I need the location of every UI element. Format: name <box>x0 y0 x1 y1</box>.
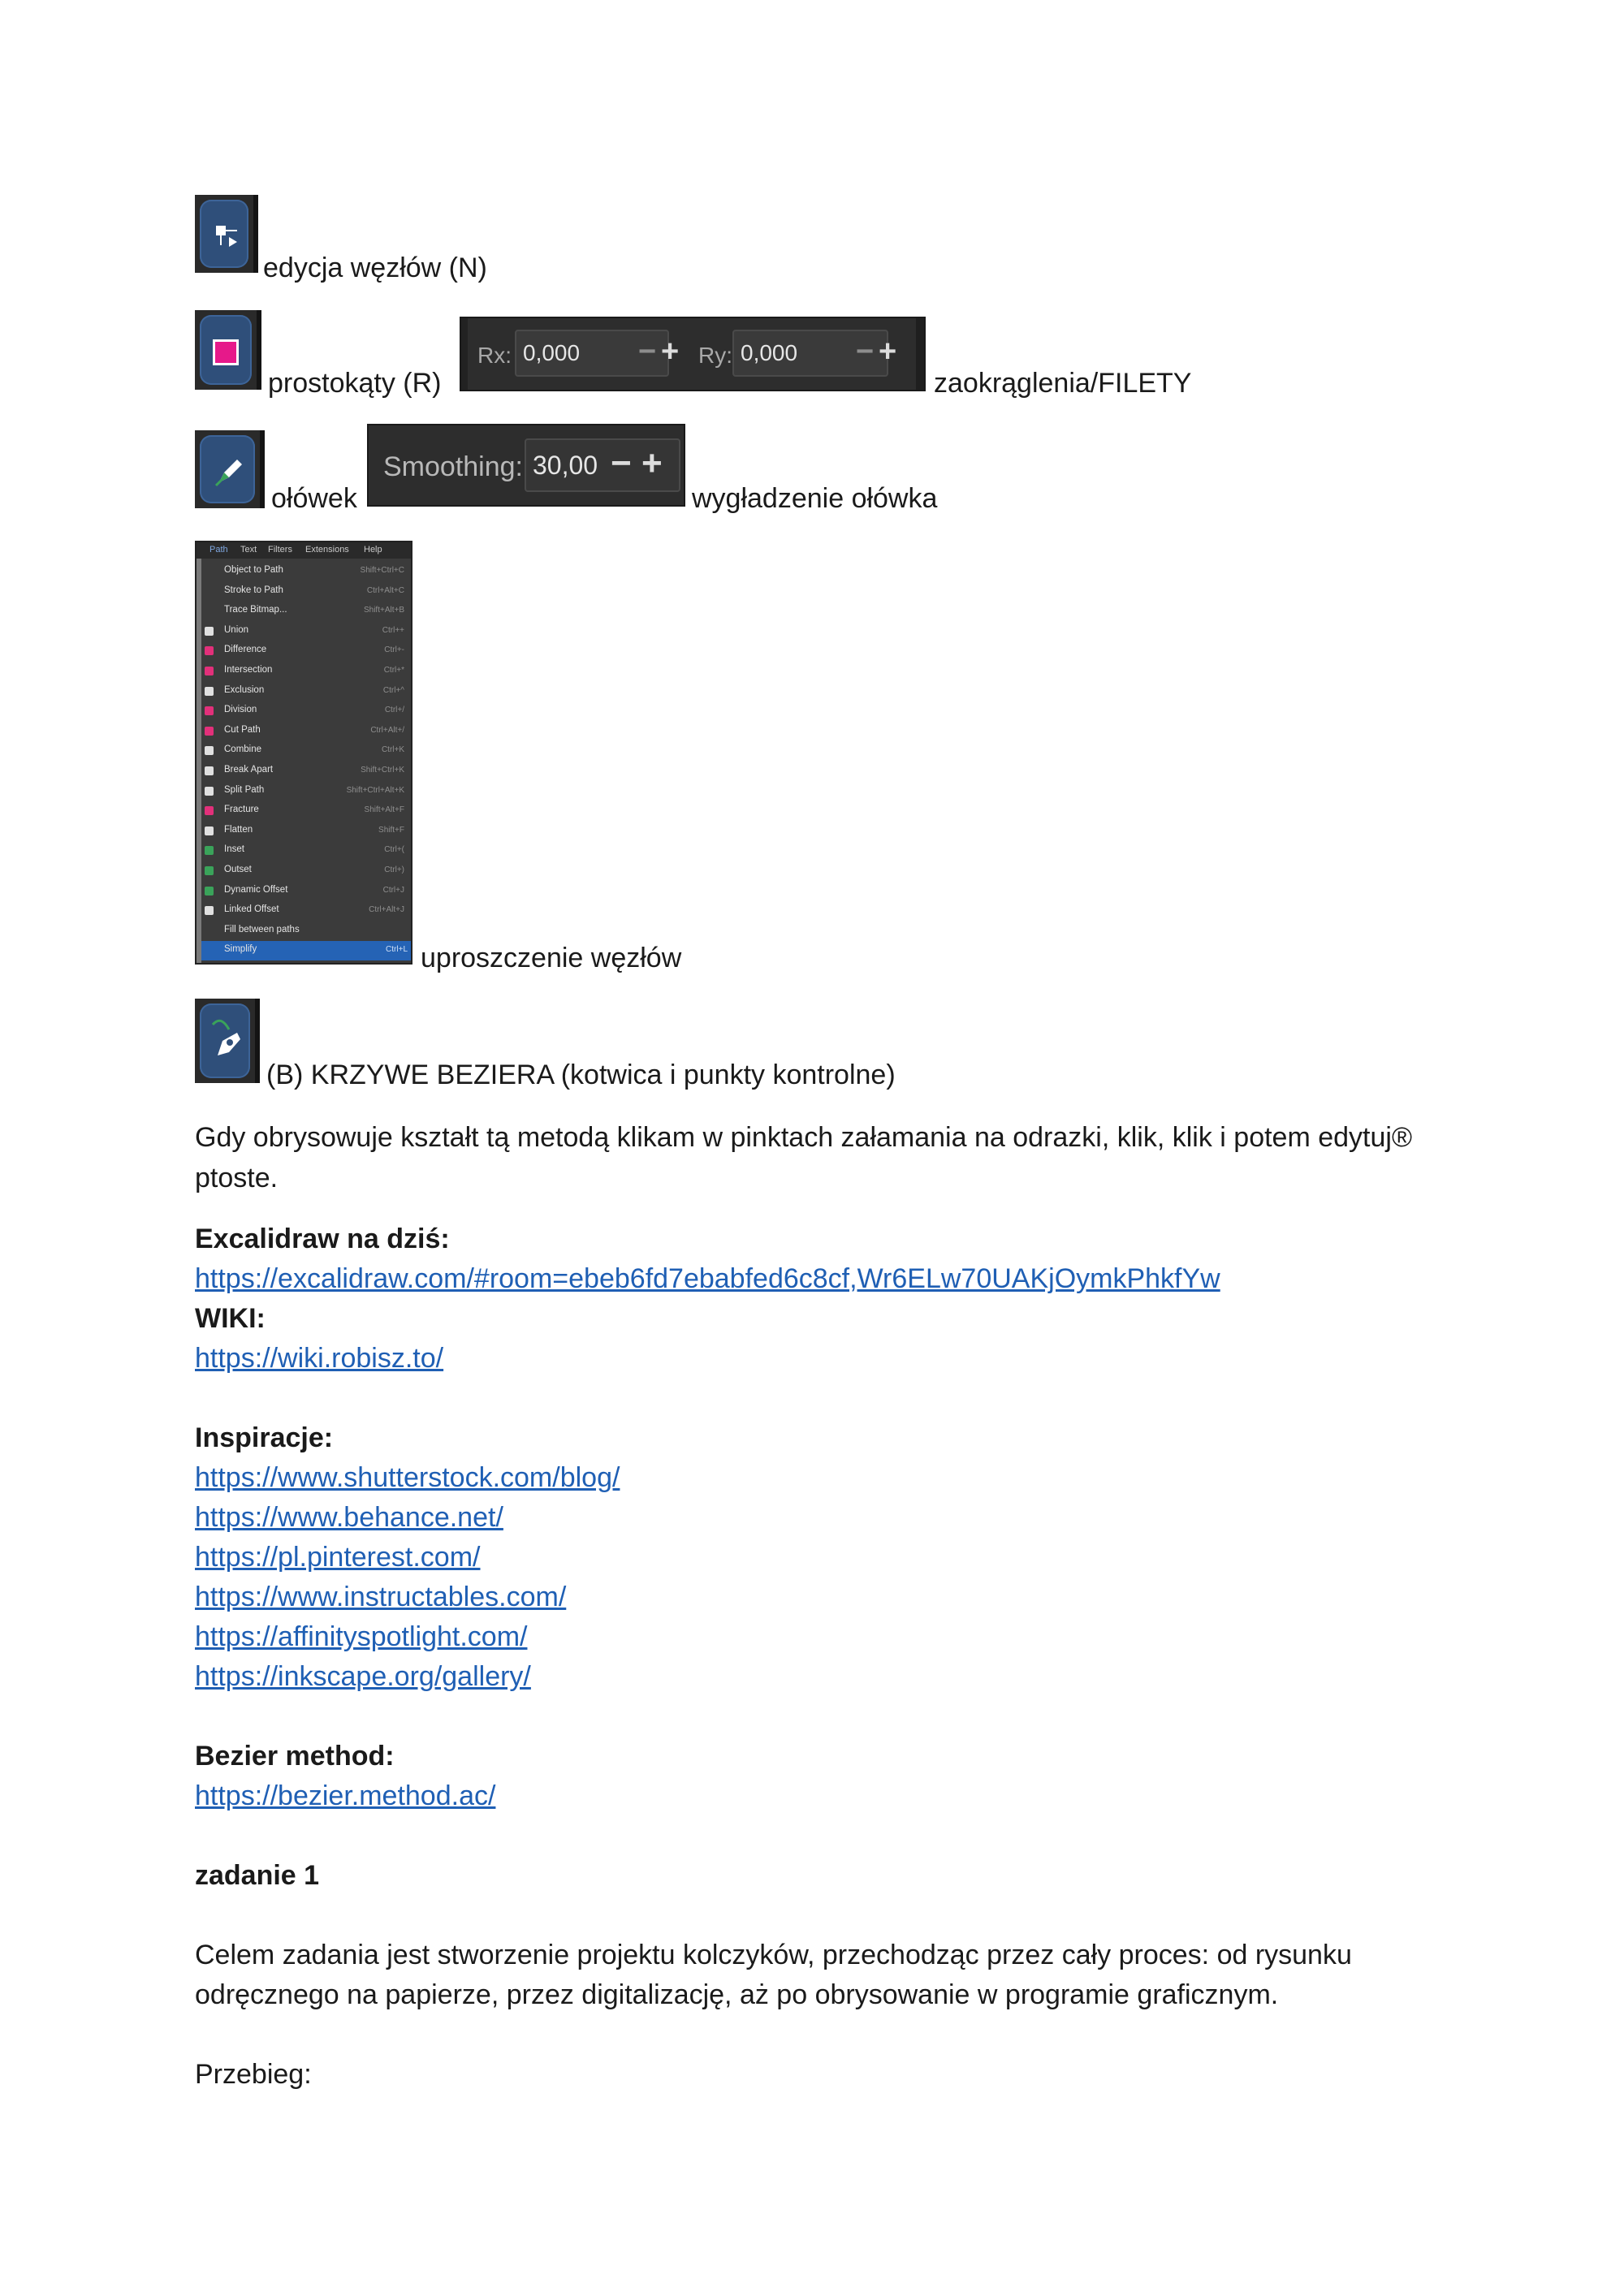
menu-item-label: Break Apart <box>224 765 274 775</box>
menu-item-stroke-to-path[interactable] <box>201 582 408 602</box>
menu-item-fill-between-paths[interactable] <box>201 921 408 941</box>
menu-item-label: Flatten <box>224 824 253 835</box>
split-path-icon <box>205 787 214 796</box>
menu-item-inset[interactable] <box>201 841 408 861</box>
menu-item-shortcut: Shift+Alt+F <box>364 805 404 815</box>
menu-item-shortcut: Shift+Alt+B <box>363 606 404 615</box>
bezier-tool-button[interactable] <box>195 999 260 1083</box>
inspiration-link-shutterstock[interactable]: https://www.shutterstock.com/blog/ <box>195 1462 620 1493</box>
menu-item-intersection[interactable] <box>201 662 408 681</box>
excalidraw-heading: Excalidraw na dziś: <box>195 1224 450 1254</box>
menu-item-simplify[interactable] <box>201 941 411 960</box>
task-progress-label: Przebieg: <box>195 2059 312 2090</box>
pencil-smoothing-toolbar <box>367 424 685 507</box>
inspiration-link-inkscape[interactable]: https://inkscape.org/gallery/ <box>195 1661 531 1692</box>
menu-text[interactable]: Text <box>240 545 257 555</box>
rx-label: Rx: <box>477 343 512 368</box>
menu-item-label: Object to Path <box>224 565 283 575</box>
menu-item-label: Simplify <box>224 944 257 955</box>
menu-bar <box>197 542 411 559</box>
menu-item-shortcut: Ctrl+J <box>382 885 404 895</box>
cut-path-icon <box>205 727 214 736</box>
bezier-method-link[interactable]: https://bezier.method.ac/ <box>195 1780 496 1811</box>
menu-item-shortcut: Ctrl+Alt+C <box>366 585 404 595</box>
menu-item-label: Intersection <box>224 665 273 675</box>
menu-item-shortcut: Shift+F <box>378 825 404 835</box>
menu-item-label: Linked Offset <box>224 904 279 915</box>
node-tool-button[interactable] <box>195 195 258 273</box>
difference-icon <box>205 646 214 655</box>
menu-item-label: Trace Bitmap... <box>224 605 287 615</box>
pencil-icon <box>205 440 255 498</box>
rectangle-tool-button[interactable] <box>195 310 261 390</box>
smoothing-value: 30,00 <box>533 451 598 480</box>
dynamic-offset-icon <box>205 887 214 896</box>
menu-item-union[interactable] <box>201 622 408 641</box>
menu-item-shortcut: Ctrl+- <box>384 645 404 655</box>
menu-item-linked-offset[interactable] <box>201 901 408 921</box>
menu-item-shortcut: Ctrl+L <box>386 945 408 955</box>
union-icon <box>205 627 214 636</box>
menu-item-shortcut: Ctrl+* <box>383 666 404 675</box>
outset-icon <box>205 866 214 875</box>
menu-item-label: Split Path <box>224 784 265 795</box>
ry-decrement-button[interactable]: − <box>856 334 875 369</box>
description-paragraph: Gdy obrysowuje kształt tą metodą klikam w pinktach załamania na odrazki, klik, klik i potem edytuj® ptoste. <box>195 1122 1413 1193</box>
menu-help[interactable]: Help <box>364 545 382 555</box>
inspiration-link-pinterest[interactable]: https://pl.pinterest.com/ <box>195 1542 481 1573</box>
menu-item-label: Division <box>224 705 257 715</box>
pencil-smoothing-label: wygładzenie ołówka <box>692 483 938 514</box>
menu-item-label: Cut Path <box>224 724 261 735</box>
pencil-tool-button[interactable] <box>195 430 265 508</box>
menu-item-shortcut: Shift+Ctrl+K <box>361 766 404 775</box>
menu-item-division[interactable] <box>201 701 408 721</box>
menu-item-label: Union <box>224 624 249 635</box>
break-apart-icon <box>205 766 214 775</box>
intersection-icon <box>205 667 214 675</box>
task-description: Celem zadania jest stworzenie projektu kolczyków, przechodząc przez cały proces: od rysunku odręcznego na papierze, przez digitalizację, aż po obrysowanie w programie graficznym. <box>195 1940 1352 2010</box>
menu-item-outset[interactable] <box>201 861 408 881</box>
exclusion-icon <box>205 687 214 696</box>
path-menu <box>195 541 412 965</box>
menu-item-label: Inset <box>224 844 244 855</box>
inspiracje-heading: Inspiracje: <box>195 1422 334 1453</box>
excalidraw-link[interactable]: https://excalidraw.com/#room=ebeb6fd7ebabfed6c8cf,Wr6ELw70UAKjOymkPhkfYw <box>195 1263 1220 1294</box>
menu-item-fracture[interactable] <box>201 801 408 821</box>
rx-increment-button[interactable]: + <box>661 334 680 369</box>
node-tool-label: edycja węzłów (N) <box>263 252 487 283</box>
ry-value: 0,000 <box>741 340 798 365</box>
menu-item-shortcut: Shift+Ctrl+C <box>360 566 404 575</box>
menu-item-combine[interactable] <box>201 741 408 761</box>
menu-item-label: Dynamic Offset <box>224 884 288 895</box>
task-heading: zadanie 1 <box>195 1860 320 1891</box>
bezier-method-heading: Bezier method: <box>195 1741 395 1772</box>
rectangle-icon <box>213 339 239 365</box>
rx-decrement-button[interactable]: − <box>638 334 657 369</box>
pencil-tool-label: ołówek <box>271 483 357 514</box>
menu-item-dynamic-offset[interactable] <box>201 882 408 901</box>
menu-extensions[interactable]: Extensions <box>305 545 349 555</box>
smoothing-label: Smoothing: <box>383 451 523 482</box>
inspiration-link-affinity[interactable]: https://affinityspotlight.com/ <box>195 1621 528 1652</box>
combine-icon <box>205 746 214 755</box>
menu-item-difference[interactable] <box>201 641 408 661</box>
links-section <box>195 1219 1494 2095</box>
menu-item-shortcut: Ctrl+^ <box>382 685 404 695</box>
smoothing-decrement-button[interactable]: − <box>611 443 632 483</box>
menu-item-flatten[interactable] <box>201 822 408 841</box>
fracture-icon <box>205 806 214 815</box>
menu-item-label: Stroke to Path <box>224 585 283 595</box>
menu-item-split-path[interactable] <box>201 782 408 801</box>
node-editor-icon <box>205 205 248 263</box>
menu-item-shortcut: Ctrl+Alt+J <box>369 905 404 915</box>
wiki-link[interactable]: https://wiki.robisz.to/ <box>195 1343 444 1374</box>
division-icon <box>205 706 214 715</box>
menu-item-break-apart[interactable] <box>201 762 408 781</box>
menu-item-shortcut: Ctrl+Alt+/ <box>370 725 404 735</box>
rect-corner-toolbar <box>460 317 926 391</box>
menu-item-label: Fracture <box>224 805 259 815</box>
smoothing-increment-button[interactable]: + <box>641 443 663 483</box>
menu-item-trace-bitmap[interactable] <box>201 602 408 621</box>
flatten-icon <box>205 826 214 835</box>
menu-item-shortcut: Ctrl++ <box>382 625 404 635</box>
wiki-heading: WIKI: <box>195 1303 266 1334</box>
menu-item-shortcut: Shift+Ctrl+Alt+K <box>346 785 404 795</box>
rect-corner-label: zaokrąglenia/FILETY <box>934 368 1192 399</box>
menu-item-label: Exclusion <box>224 684 265 695</box>
bezier-pen-icon <box>205 1008 250 1073</box>
menu-path[interactable]: Path <box>209 545 228 555</box>
menu-item-object-to-path[interactable] <box>201 562 408 581</box>
simplify-label: uproszczenie węzłów <box>421 943 682 973</box>
menu-item-label: Difference <box>224 645 267 655</box>
rectangle-tool-label: prostokąty (R) <box>268 368 442 399</box>
rx-value: 0,000 <box>523 340 581 365</box>
linked-offset-icon <box>205 906 214 915</box>
menu-item-shortcut: Ctrl+/ <box>384 706 404 715</box>
menu-item-label: Outset <box>224 865 252 874</box>
ry-label: Ry: <box>698 343 732 368</box>
menu-item-shortcut: Ctrl+) <box>384 865 404 874</box>
ry-increment-button[interactable]: + <box>879 334 897 369</box>
menu-item-label: Combine <box>224 744 262 755</box>
menu-item-cut-path[interactable] <box>201 722 408 741</box>
inspiration-link-instructables[interactable]: https://www.instructables.com/ <box>195 1582 567 1612</box>
bezier-tool-label: (B) KRZYWE BEZIERA (kotwica i punkty kontrolne) <box>266 1060 896 1090</box>
inset-icon <box>205 846 214 855</box>
menu-item-shortcut: Ctrl+( <box>384 845 404 855</box>
menu-filters[interactable]: Filters <box>268 545 292 555</box>
menu-item-exclusion[interactable] <box>201 682 408 701</box>
menu-item-shortcut: Ctrl+K <box>381 745 404 755</box>
menu-item-label: Fill between paths <box>224 924 300 934</box>
inspiration-link-behance[interactable]: https://www.behance.net/ <box>195 1502 503 1533</box>
